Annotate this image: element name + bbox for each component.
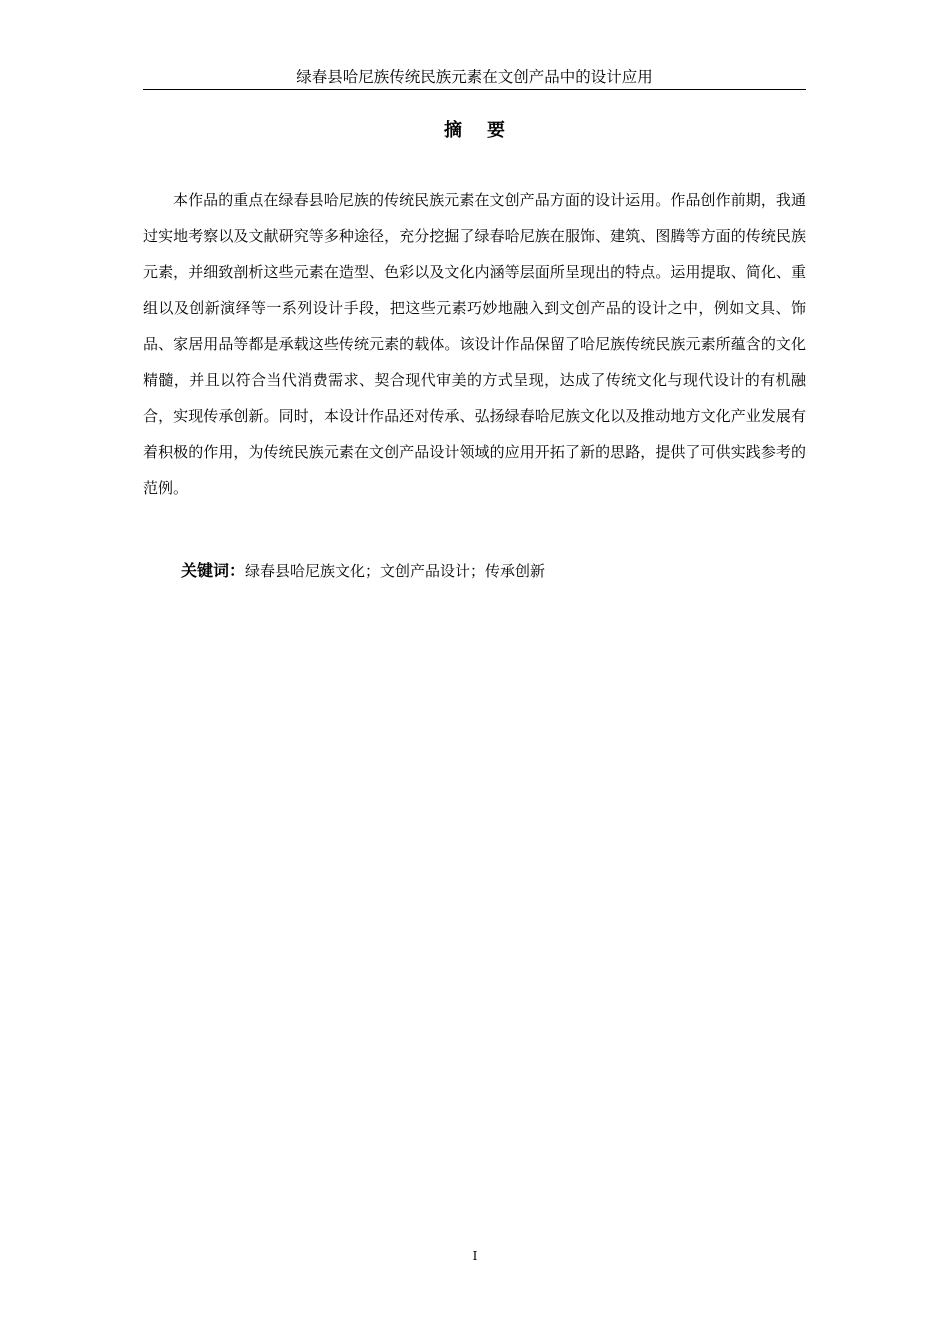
abstract-title: 摘 要 — [443, 120, 506, 141]
page-number: I — [472, 1249, 478, 1263]
keywords-line — [181, 558, 806, 584]
keywords-label: 关键词： — [181, 561, 246, 580]
keywords-value: 绿春县哈尼族文化；文创产品设计；传承创新 — [245, 562, 546, 580]
running-header: 绿春县哈尼族传统民族元素在文创产品中的设计应用 — [296, 68, 653, 86]
abstract-body: 本作品的重点在绿春县哈尼族的传统民族元素在文创产品方面的设计运用。作品创作前期，我通过实地考察以及文献研究等多种途径，充分挖掘了绿春哈尼族在服饰、建筑、图腾等方面的传统民族元素，并细致剖析这些元素在造型、色彩以及文化内涵等层面所呈现出的特点。运用提取、简化、重组以及创新演绎等一系列设计手段，把这些元素巧妙地融入到文创产品的设计之中，例如文具、饰品、家居用品等都是承载这些传统元素的载体。该设计作品保留了哈尼族传统民族元素所蕴含的文化精髓，并且以符合当代消费需求、契合现代审美的方式呈现，达成了传统文化与现代设计的有机融合，实现传承创新。同时，本设计作品还对传承、弘扬绿春哈尼族文化以及推动地方文化产业发展有着积极的作用，为传统民族元素在文创产品设计领域的应用开拓了新的思路，提供了可供实践参考的范例。 — [143, 191, 806, 497]
header-rule — [143, 89, 806, 90]
